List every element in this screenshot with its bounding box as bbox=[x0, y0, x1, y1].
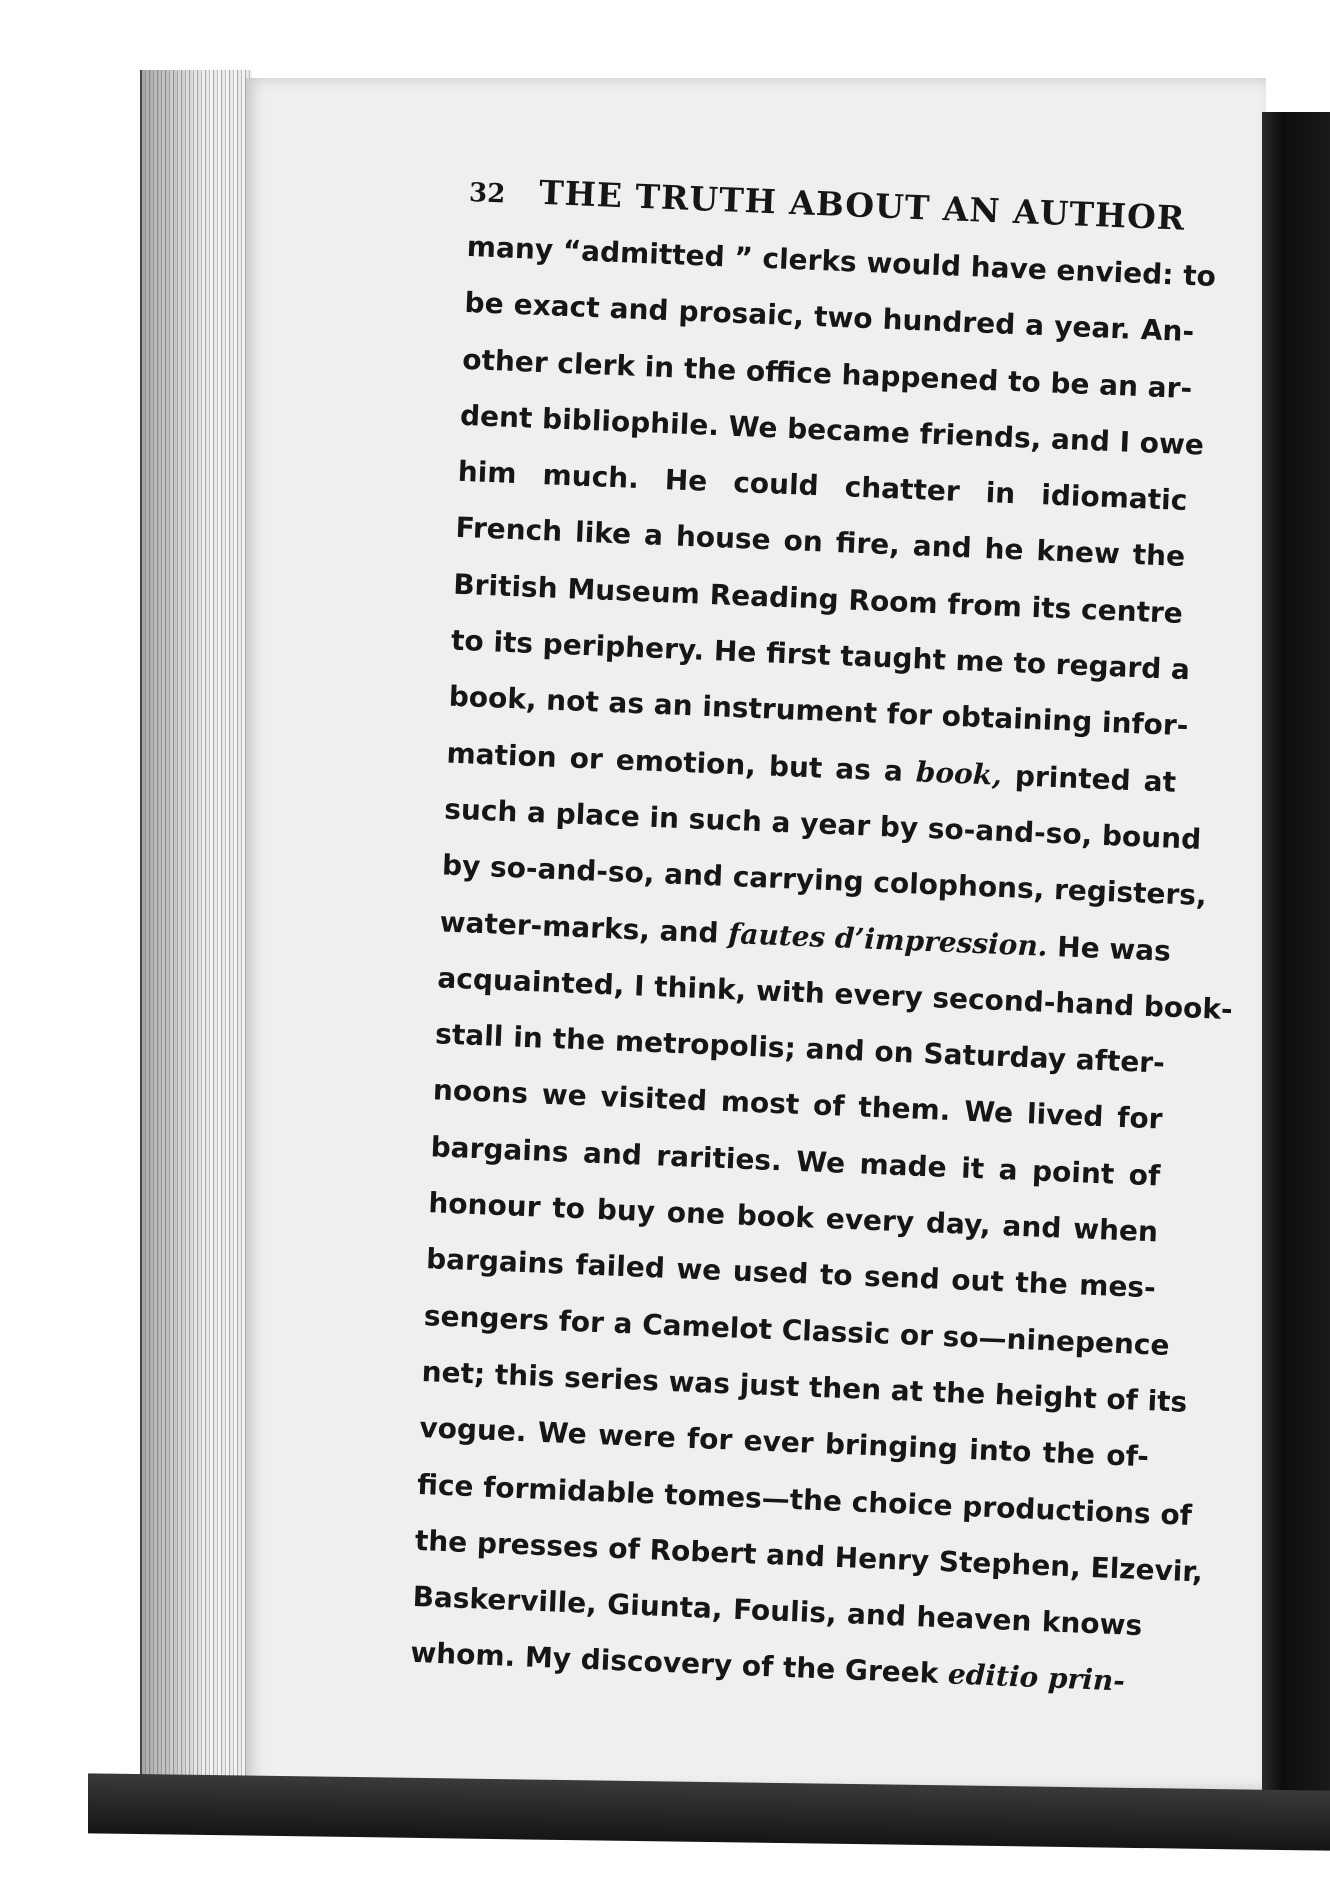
text-segment: fice formidable tomes—the choice productions of bbox=[416, 1467, 1193, 1532]
text-segment: British Museum Reading Room from its centre bbox=[452, 567, 1184, 630]
text-segment: Baskerville, Giunta, Foulis, and heaven knows bbox=[412, 1579, 1143, 1643]
text-segment: honour to buy one book every day, and when bbox=[427, 1186, 1159, 1249]
text-segment: book, not as an instrument for obtaining infor- bbox=[448, 679, 1189, 743]
italic-text: editio prin- bbox=[947, 1657, 1126, 1698]
text-segment: printed at bbox=[1001, 758, 1177, 799]
text-segment: to its periphery. He first taught me to regard a bbox=[450, 623, 1191, 687]
text-segment: sengers for a Camelot Classic or so—ninepence bbox=[423, 1298, 1171, 1362]
running-head: THE TRUTH ABOUT AN AUTHOR bbox=[538, 172, 1187, 238]
text-segment: dent bibliophile. We became friends, and I owe bbox=[459, 398, 1205, 462]
text-segment: whom. My discovery of the Greek bbox=[409, 1636, 949, 1691]
text-segment: vogue. We were for ever bringing into the of- bbox=[418, 1411, 1150, 1474]
text-segment: French like a house on fire, and he knew the bbox=[454, 511, 1186, 574]
text-segment: He was bbox=[1046, 929, 1172, 968]
italic-text: fautes d’impression. bbox=[727, 916, 1049, 963]
text-segment: bargains failed we used to send out the mes- bbox=[425, 1242, 1157, 1305]
text-segment: water-marks, and bbox=[439, 904, 729, 950]
text-segment: be exact and prosaic, two hundred a year. An- bbox=[464, 286, 1195, 349]
text-segment: net; this series was just then at the height of its bbox=[421, 1354, 1188, 1419]
page-text-block bbox=[409, 170, 1234, 1711]
page-number: 32 bbox=[468, 177, 506, 210]
italic-text: book, bbox=[915, 755, 1003, 792]
text-segment: by so-and-so, and carrying colophons, registers, bbox=[441, 848, 1208, 913]
text-segment: bargains and rarities. We made it a point of bbox=[430, 1129, 1161, 1193]
text-segment: acquainted, I think, with every second-hand book- bbox=[436, 961, 1234, 1027]
right-border-shadow bbox=[1262, 112, 1330, 1832]
text-segment: mation or emotion, but as a bbox=[445, 736, 917, 789]
body-text bbox=[409, 219, 1234, 1711]
text-segment: the presses of Robert and Henry Stephen, Elzevir, bbox=[414, 1523, 1204, 1589]
text-segment: stall in the metropolis; and on Saturday after- bbox=[434, 1017, 1166, 1080]
page-edges-stack bbox=[140, 70, 252, 1780]
text-segment: noons we visited most of them. We lived for bbox=[432, 1073, 1164, 1136]
text-segment: other clerk in the office happened to be an ar- bbox=[461, 342, 1193, 405]
text-segment: him much. He could chatter in idiomatic bbox=[457, 454, 1188, 518]
text-segment: many “admitted ” clerks would have envied: to bbox=[466, 229, 1217, 294]
text-segment: such a place in such a year by so-and-so, bound bbox=[443, 792, 1202, 856]
